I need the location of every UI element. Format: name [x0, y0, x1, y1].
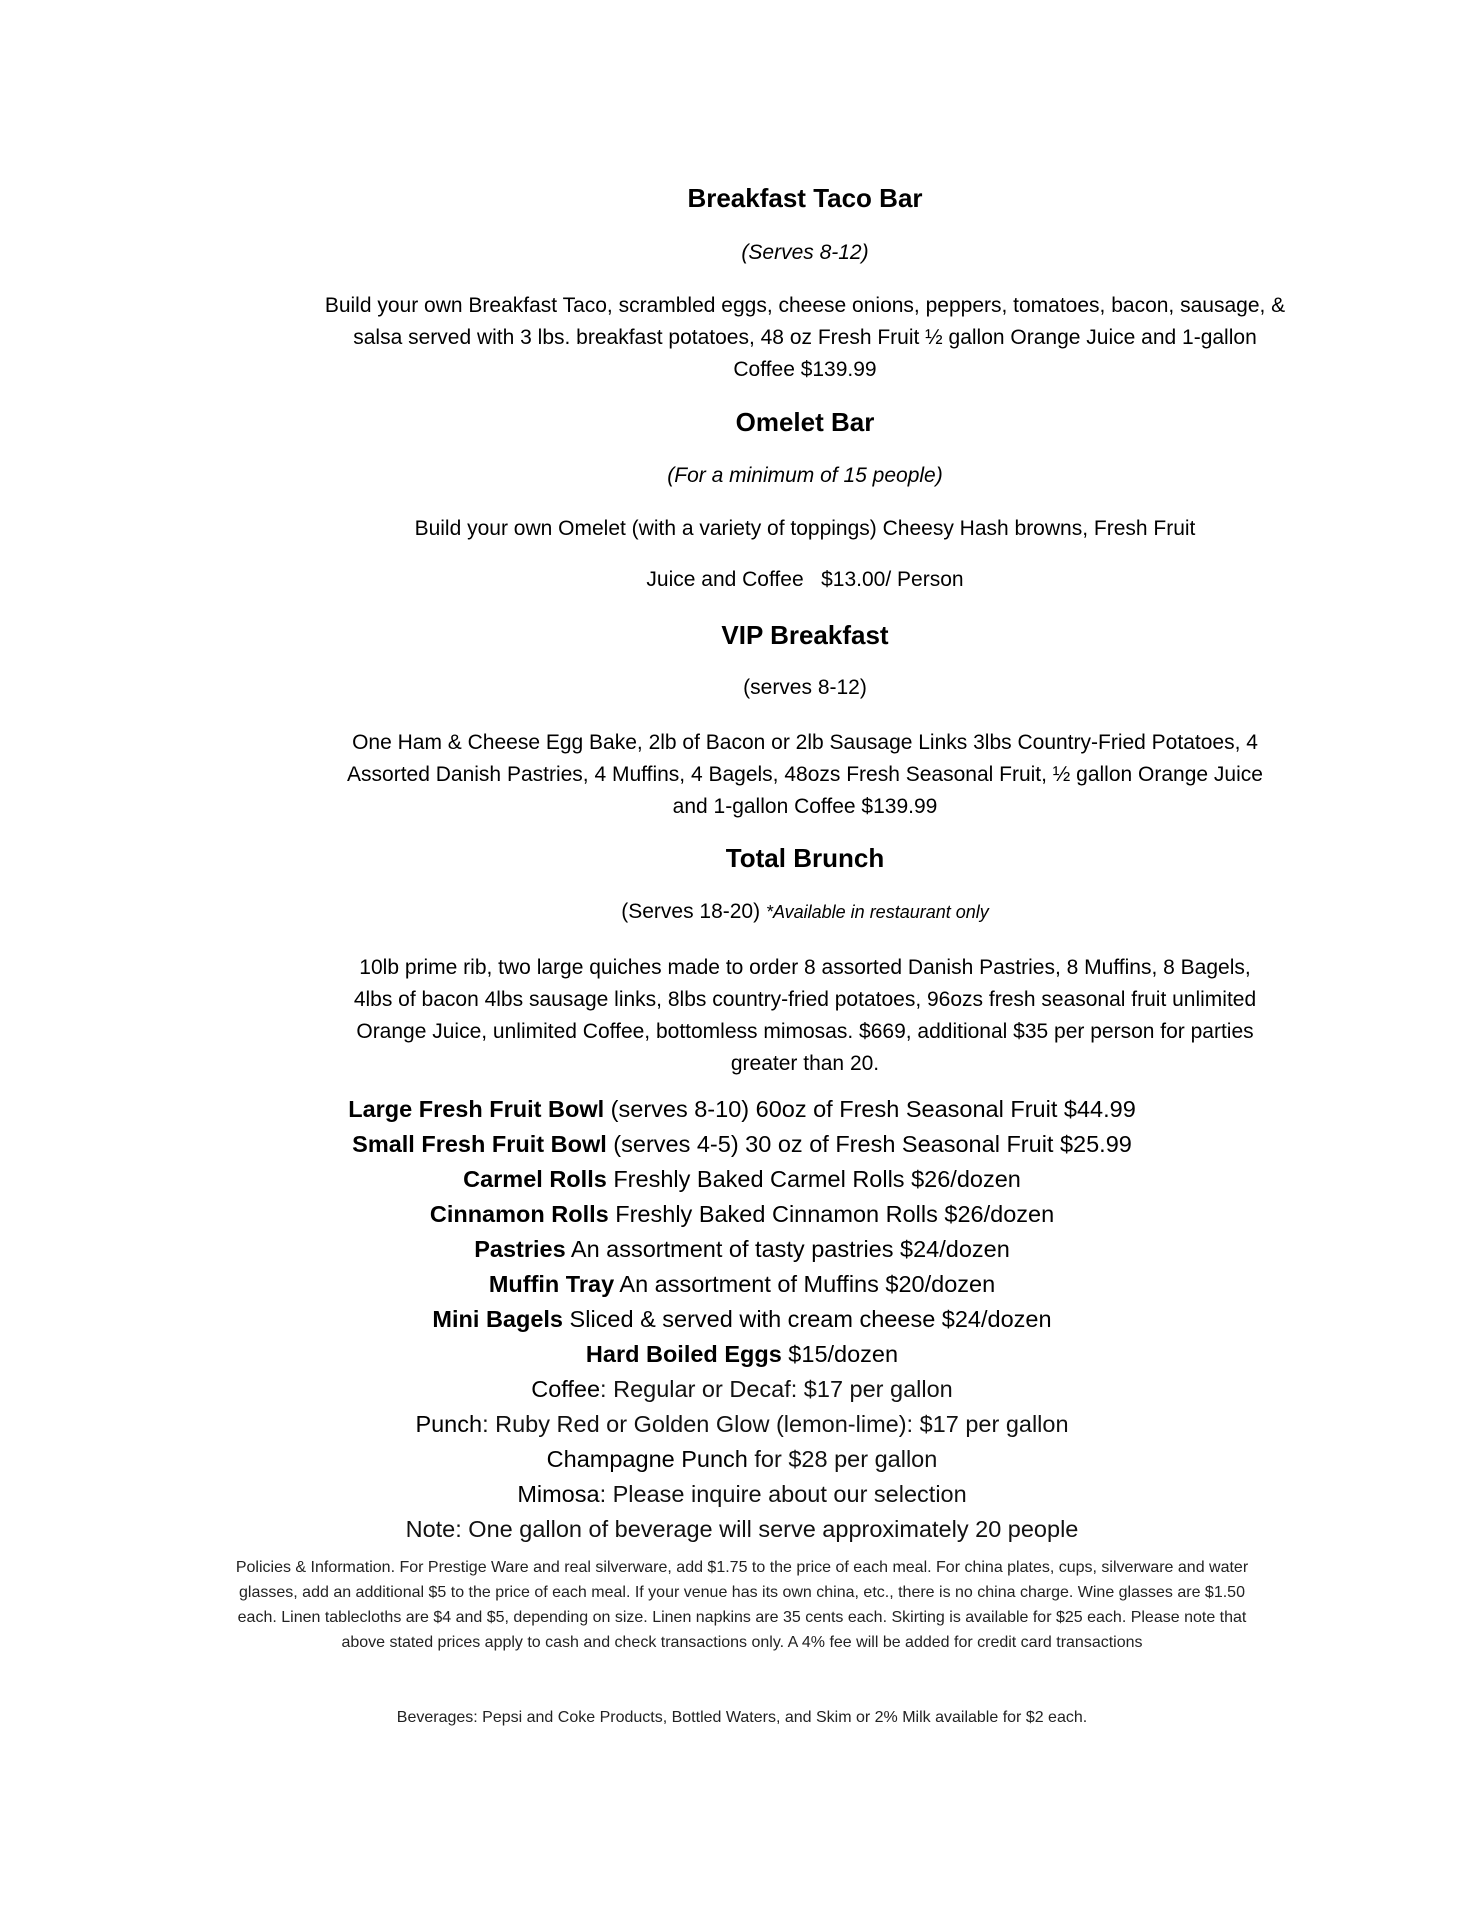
policies-line: above stated prices apply to cash and check transactions only. A 4% fee will be added for credit card transactions	[341, 1634, 1143, 1651]
list-item	[0, 1197, 1484, 1232]
item-name: Pastries	[474, 1236, 566, 1262]
description-line: Assorted Danish Pastries, 4 Muffins, 4 Bagels, 48ozs Fresh Seasonal Fruit, ½ gallon Orange Juice	[347, 763, 1263, 786]
list-item	[0, 1127, 1484, 1162]
item-name: Cinnamon Rolls	[429, 1201, 609, 1227]
serves-text: (Serves 18-20)	[621, 900, 761, 923]
item-name: Carmel Rolls	[463, 1166, 607, 1192]
list-item	[0, 1407, 1484, 1442]
section-title: Breakfast Taco Bar	[687, 183, 923, 213]
beverages-text: Beverages: Pepsi and Coke Products, Bottled Waters, and Skim or 2% Milk available for $2 each.	[396, 1709, 1088, 1726]
section-omelet-bar	[0, 406, 1484, 438]
item-detail: An assortment of tasty pastries $24/dozen	[565, 1236, 1010, 1262]
item-name: Punch	[415, 1411, 483, 1437]
description-line: 10lb prime rib, two large quiches made to order 8 assorted Danish Pastries, 8 Muffins, 8 Bagels,	[359, 956, 1251, 979]
item-detail: (serves 8-10) 60oz of Fresh Seasonal Fruit $44.99	[604, 1096, 1136, 1122]
serves-text: (serves 8-12)	[743, 676, 867, 699]
description-line: Build your own Breakfast Taco, scrambled eggs, cheese onions, peppers, tomatoes, bacon, sausage, &	[324, 294, 1286, 317]
section-description	[300, 952, 1310, 1080]
serves-text: (Serves 8-12)	[741, 241, 869, 264]
description-line: salsa served with 3 lbs. breakfast potatoes, 48 oz Fresh Fruit ½ gallon Orange Juice and 1-gallon	[353, 326, 1257, 349]
item-name: Mimosa	[517, 1481, 600, 1507]
item-detail: : Ruby Red or Golden Glow (lemon-lime): $17 per gallon	[482, 1411, 1069, 1437]
list-item	[0, 1302, 1484, 1337]
section-description	[300, 727, 1310, 823]
item-name: Champagne Punch	[546, 1446, 748, 1472]
list-item	[0, 1232, 1484, 1267]
description-line: and 1-gallon Coffee $139.99	[672, 795, 938, 818]
item-name: Coffee	[531, 1376, 601, 1402]
list-item	[0, 1092, 1484, 1127]
serves-text: (For a minimum of 15 people)	[667, 464, 943, 487]
policies-line: Policies & Information. For Prestige Ware and real silverware, add $1.75 to the price of each meal. For china plates, cups, silverware and water	[235, 1559, 1249, 1576]
policies-block	[150, 1555, 1334, 1655]
item-name: Small Fresh Fruit Bowl	[352, 1131, 607, 1157]
description-line: Orange Juice, unlimited Coffee, bottomless mimosas. $669, additional $35 per person for parties	[356, 1020, 1254, 1043]
item-name: Mini Bagels	[432, 1306, 564, 1332]
item-detail: for $28 per gallon	[747, 1446, 938, 1472]
section-description	[300, 290, 1310, 386]
description-line: 4lbs of bacon 4lbs sausage links, 8lbs country-fried potatoes, 96ozs fresh seasonal fruit unlimited	[353, 988, 1257, 1011]
item-detail: (serves 4-5) 30 oz of Fresh Seasonal Fruit $25.99	[606, 1131, 1132, 1157]
section-title: Total Brunch	[725, 843, 885, 873]
list-item	[0, 1477, 1484, 1512]
item-detail: : Please inquire about our selection	[599, 1481, 967, 1507]
beverages-line	[0, 1706, 1484, 1730]
section-title: VIP Breakfast	[721, 620, 889, 650]
item-detail: Sliced & served with cream cheese $24/dozen	[563, 1306, 1052, 1332]
beverage-note: Note: One gallon of beverage will serve approximately 20 people	[405, 1516, 1079, 1542]
policies-line: glasses, add an additional $5 to the price of each meal. If your venue has its own china, etc., there is no china charge. Wine glasses are $1.50	[239, 1584, 1245, 1601]
item-name: Large Fresh Fruit Bowl	[348, 1096, 605, 1122]
item-detail: An assortment of Muffins $20/dozen	[614, 1271, 996, 1297]
description-line: One Ham & Cheese Egg Bake, 2lb of Bacon or 2lb Sausage Links 3lbs Country-Fried Potatoes, 4	[352, 731, 1258, 754]
item-detail: : Regular or Decaf: $17 per gallon	[600, 1376, 953, 1402]
description-line: greater than 20.	[730, 1052, 880, 1075]
item-name: Muffin Tray	[488, 1271, 615, 1297]
policies-line: each. Linen tablecloths are $4 and $5, depending on size. Linen napkins are 35 cents each. Skirting is available for $25 each. Please note that	[237, 1609, 1247, 1626]
item-detail: $15/dozen	[781, 1341, 899, 1367]
list-item	[0, 1267, 1484, 1302]
description-line: Coffee $139.99	[733, 358, 877, 381]
availability-note: *Available in restaurant only	[765, 902, 989, 922]
item-name: Hard Boiled Eggs	[585, 1341, 782, 1367]
item-detail: Freshly Baked Carmel Rolls $26/dozen	[606, 1166, 1021, 1192]
section-breakfast-taco-bar	[0, 182, 1484, 214]
list-item	[0, 1162, 1484, 1197]
serves-line	[0, 897, 1484, 927]
list-item	[0, 1337, 1484, 1372]
description-line: Build your own Omelet (with a variety of toppings) Cheesy Hash browns, Fresh Fruit	[414, 517, 1196, 540]
description-line: Juice and Coffee $13.00/ Person	[646, 568, 964, 591]
list-item	[0, 1372, 1484, 1407]
item-detail: Freshly Baked Cinnamon Rolls $26/dozen	[608, 1201, 1055, 1227]
section-vip-breakfast	[0, 619, 1484, 651]
list-item	[0, 1442, 1484, 1477]
item-list	[0, 1092, 1484, 1547]
section-title: Omelet Bar	[735, 407, 875, 437]
section-total-brunch	[0, 842, 1484, 874]
